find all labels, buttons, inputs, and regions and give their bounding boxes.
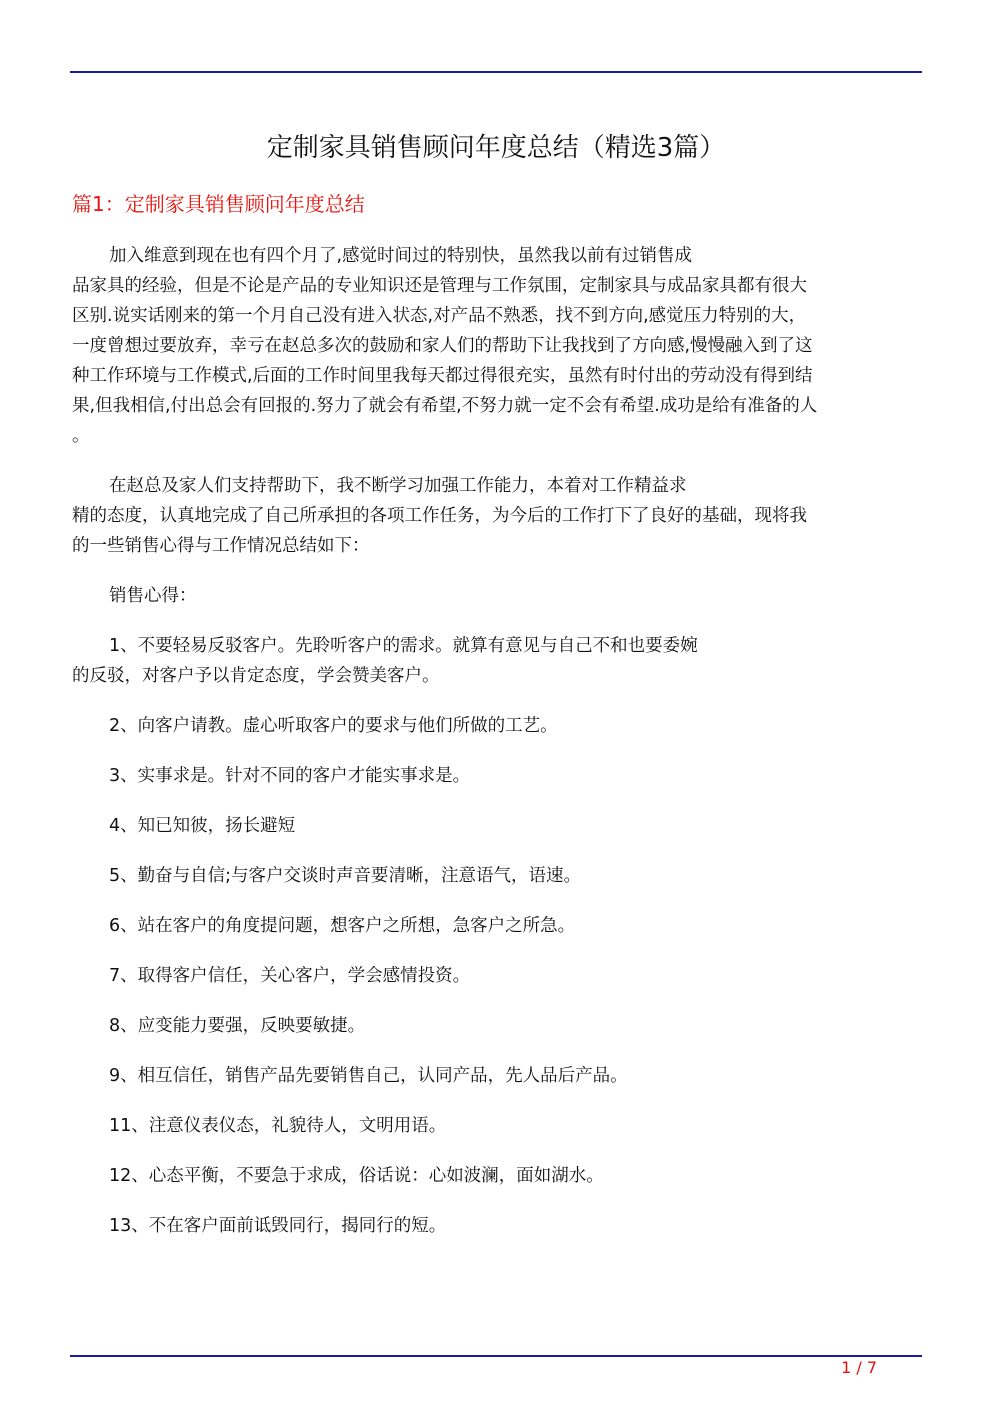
text-line: 12、心态平衡，不要急于求成，俗话说：心如波澜，面如湖水。 [109, 1166, 604, 1186]
text-line: 6、站在客户的角度提问题，想客户之所想，急客户之所急。 [109, 916, 576, 936]
paragraph [72, 471, 922, 561]
paragraph [72, 811, 922, 841]
text-line: 2、向客户请教。虚心听取客户的要求与他们所做的工艺。 [109, 716, 558, 736]
page-number: 1 / 7 [841, 1358, 877, 1377]
paragraph [72, 711, 922, 741]
text-line: 8、应变能力要强，反映要敏捷。 [109, 1016, 366, 1036]
text-line: 7、取得客户信任，关心客户，学会感情投资。 [109, 966, 471, 986]
text-line: 一度曾想过要放弃，幸亏在赵总多次的鼓励和家人们的帮助下让我找到了方向感,慢慢融入到了这 [72, 336, 813, 356]
text-line: 加入维意到现在也有四个月了,感觉时间过的特别快，虽然我以前有过销售成 [109, 246, 693, 266]
text-line: 在赵总及家人们支持帮助下，我不断学习加强工作能力，本着对工作精益求 [109, 476, 687, 496]
text-line: 9、相互信任，销售产品先要销售自己，认同产品，先人品后产品。 [109, 1066, 628, 1086]
text-line: 。 [72, 426, 90, 446]
paragraph [72, 911, 922, 941]
text-line: 13、不在客户面前诋毁同行，揭同行的短。 [109, 1216, 447, 1236]
text-line: 区别.说实话刚来的第一个月自己没有进入状态,对产品不熟悉，找不到方向,感觉压力特别的大， [72, 306, 807, 326]
text-line: 品家具的经验，但是不论是产品的专业知识还是管理与工作氛围，定制家具与成品家具都有很大 [72, 276, 807, 296]
paragraph [72, 861, 922, 891]
text-line: 5、勤奋与自信;与客户交谈时声音要清晰，注意语气，语速。 [109, 866, 582, 886]
paragraph [72, 1211, 922, 1241]
text-line: 的一些销售心得与工作情况总结如下： [72, 536, 370, 556]
text-line: 种工作环境与工作模式,后面的工作时间里我每天都过得很充实，虽然有时付出的劳动没有得到结 [72, 366, 813, 386]
text-line: 3、实事求是。针对不同的客户才能实事求是。 [109, 766, 471, 786]
footer-rule [70, 1355, 922, 1357]
text-line: 11、注意仪表仪态，礼貌待人，文明用语。 [109, 1116, 447, 1136]
paragraph [72, 1061, 922, 1091]
paragraph [72, 241, 922, 451]
header-rule [70, 71, 922, 73]
text-line: 4、知已知彼，扬长避短 [109, 816, 296, 836]
document-title: 定制家具销售顾问年度总结（精选3篇） [266, 133, 726, 163]
paragraph [72, 1011, 922, 1041]
paragraph [72, 761, 922, 791]
text-line: 精的态度，认真地完成了自己所承担的各项工作任务，为今后的工作打下了良好的基础，现将我 [72, 506, 807, 526]
paragraph [72, 961, 922, 991]
paragraph [72, 1161, 922, 1191]
paragraph [72, 581, 922, 611]
text-line: 的反驳，对客户予以肯定态度，学会赞美客户。 [72, 666, 440, 686]
text-line: 果,但我相信,付出总会有回报的.努力了就会有希望,不努力就一定不会有希望.成功是给有准备的人 [72, 396, 818, 416]
document-body [72, 241, 922, 1261]
text-line: 1、不要轻易反驳客户。先聆听客户的需求。就算有意见与自己不和也要委婉 [109, 636, 698, 656]
paragraph [72, 1111, 922, 1141]
section-heading: 篇1：定制家具销售顾问年度总结 [72, 192, 365, 216]
text-line: 销售心得： [109, 586, 197, 606]
paragraph [72, 631, 922, 691]
